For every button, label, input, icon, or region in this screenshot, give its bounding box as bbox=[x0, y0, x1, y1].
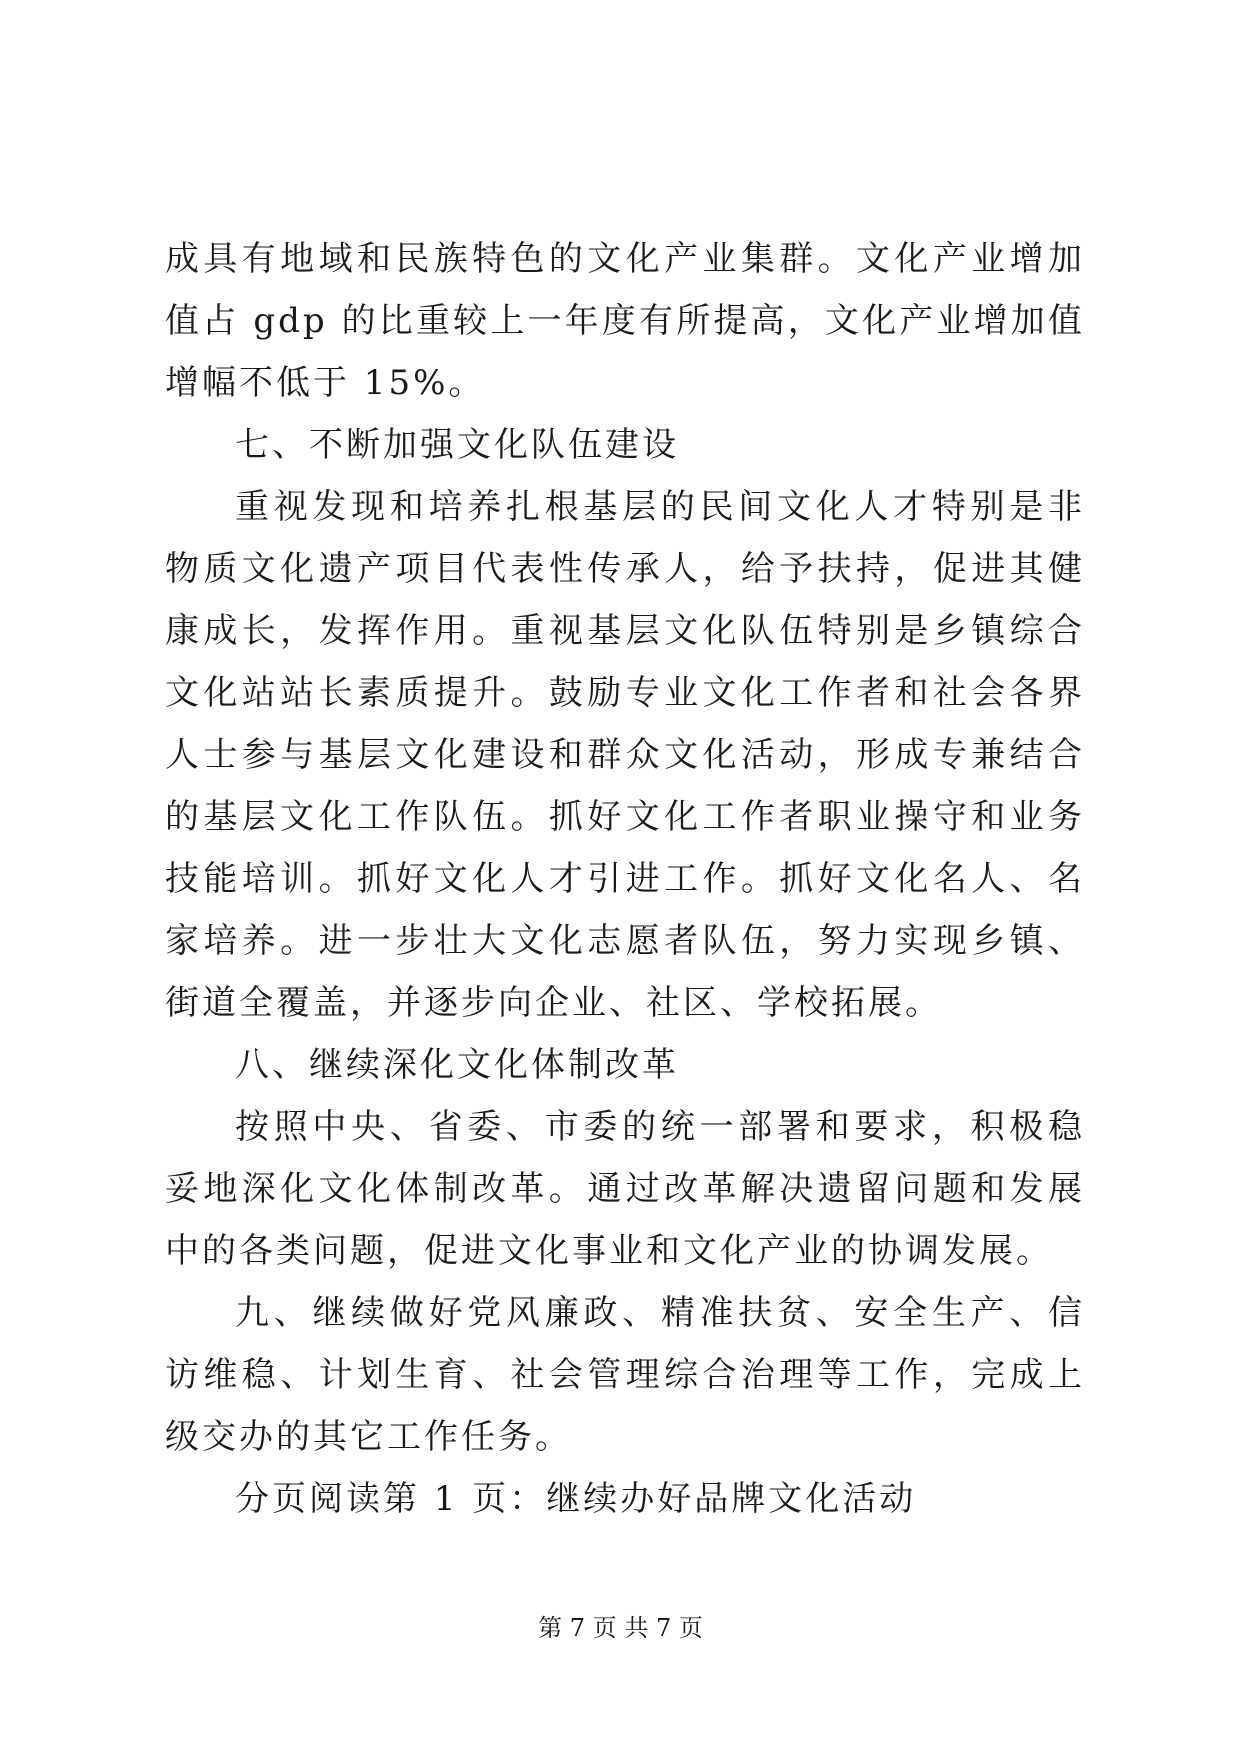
paragraph-system-reform: 按照中央、省委、市委的统一部署和要求，积极稳妥地深化文化体制改革。通过改革解决遗留问题和发展中的各类问题，促进文化事业和文化产业的协调发展。 bbox=[165, 1107, 1085, 1271]
section-heading-8: 八、继续深化文化体制改革 bbox=[235, 1045, 679, 1085]
page-footer: 第 7 页 共 7 页 bbox=[538, 1614, 703, 1642]
document-body bbox=[165, 228, 1085, 1530]
paragraph-continuation: 成具有地域和民族特色的文化产业集群。文化产业增加值占 gdp 的比重较上一年度有所提高，文化产业增加值增幅不低于 15%。 bbox=[165, 239, 1085, 403]
paragraph-team-building: 重视发现和培养扎根基层的民间文化人才特别是非物质文化遗产项目代表性传承人，给予扶持，促进其健康成长，发挥作用。重视基层文化队伍特别是乡镇综合文化站站长素质提升。鼓励专业文化工作者和社会各界人士参与基层文化建设和群众文化活动，形成专兼结合的基层文化工作队伍。抓好文化工作者职业操守和业务技能培训。抓好文化人才引进工作。抓好文化名人、名家培养。进一步壮大文化志愿者队伍，努力实现乡镇、街道全覆盖，并逐步向企业、社区、学校拓展。 bbox=[165, 487, 1085, 1023]
page-reading-link[interactable]: 分页阅读第 1 页：继续办好品牌文化活动 bbox=[235, 1479, 917, 1519]
section-heading-7: 七、不断加强文化队伍建设 bbox=[235, 425, 679, 465]
section-item-9: 九、继续做好党风廉政、精准扶贫、安全生产、信访维稳、计划生育、社会管理综合治理等工作，完成上级交办的其它工作任务。 bbox=[165, 1293, 1085, 1457]
